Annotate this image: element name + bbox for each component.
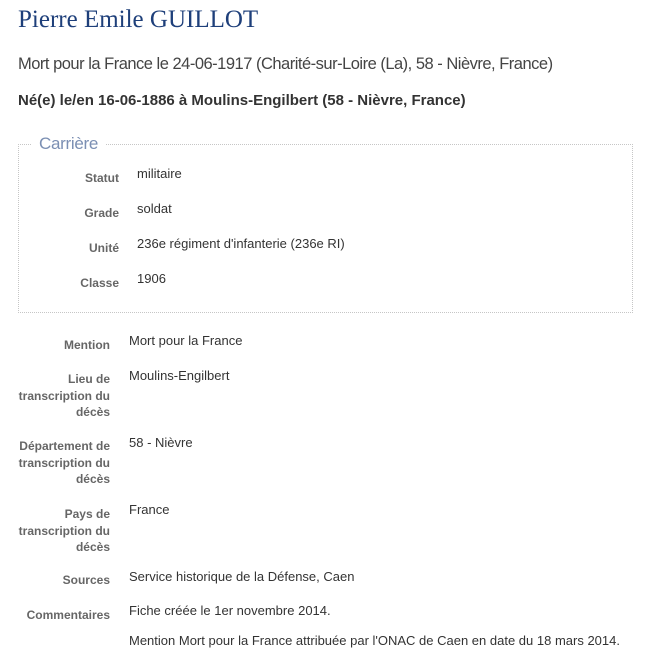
pays-transcription-value: France	[129, 502, 170, 517]
statut-value: militaire	[137, 166, 182, 181]
sources-label: Sources	[62, 573, 110, 587]
lieu-label-line-2: transcription du	[18, 388, 110, 403]
departement-label-line-1: Département de	[19, 439, 110, 453]
departement-label-line-2: transcription du	[18, 455, 110, 470]
career-legend: Carrière	[32, 133, 105, 155]
pays-transcription-label	[18, 506, 110, 556]
pays-label-line-3: décès	[75, 540, 110, 554]
pays-label-line-1: Pays de	[64, 507, 110, 521]
mention-value: Mort pour la France	[129, 333, 243, 348]
lieu-transcription-label	[18, 371, 110, 421]
pays-label-line-2: transcription du	[18, 523, 110, 538]
departement-transcription-value: 58 - Nièvre	[129, 435, 193, 450]
lieu-label-line-1: Lieu de	[67, 372, 110, 386]
person-name-title: Pierre Emile GUILLOT	[18, 6, 259, 33]
commentaires-line-1: Fiche créée le 1er novembre 2014.	[129, 603, 331, 618]
commentaires-line-2: Mention Mort pour la France attribuée par l'ONAC de Caen en date du 18 mars 2014.	[129, 633, 620, 648]
unite-value: 236e régiment d'infanterie (236e RI)	[137, 236, 345, 251]
career-row-grade	[18, 203, 633, 223]
grade-value: soldat	[137, 201, 172, 216]
commentaires-label: Commentaires	[26, 608, 110, 622]
mention-label: Mention	[64, 338, 110, 352]
unite-label: Unité	[89, 241, 119, 255]
departement-transcription-label	[18, 438, 110, 488]
classe-value: 1906	[137, 271, 166, 286]
career-row-statut	[18, 168, 633, 188]
grade-label: Grade	[84, 206, 119, 220]
lieu-transcription-value: Moulins-Engilbert	[129, 368, 230, 383]
classe-label: Classe	[80, 276, 119, 290]
career-row-classe	[18, 273, 633, 293]
birth-summary: Né(e) le/en 16-06-1886 à Moulins-Engilbert (58 - Nièvre, France)	[18, 92, 466, 109]
career-row-unite	[18, 238, 633, 258]
death-summary: Mort pour la France le 24-06-1917 (Charité-sur-Loire (La), 58 - Nièvre, France)	[18, 55, 553, 73]
lieu-label-line-3: décès	[75, 405, 110, 419]
departement-label-line-3: décès	[75, 472, 110, 486]
statut-label: Statut	[85, 171, 119, 185]
sources-value: Service historique de la Défense, Caen	[129, 569, 355, 584]
